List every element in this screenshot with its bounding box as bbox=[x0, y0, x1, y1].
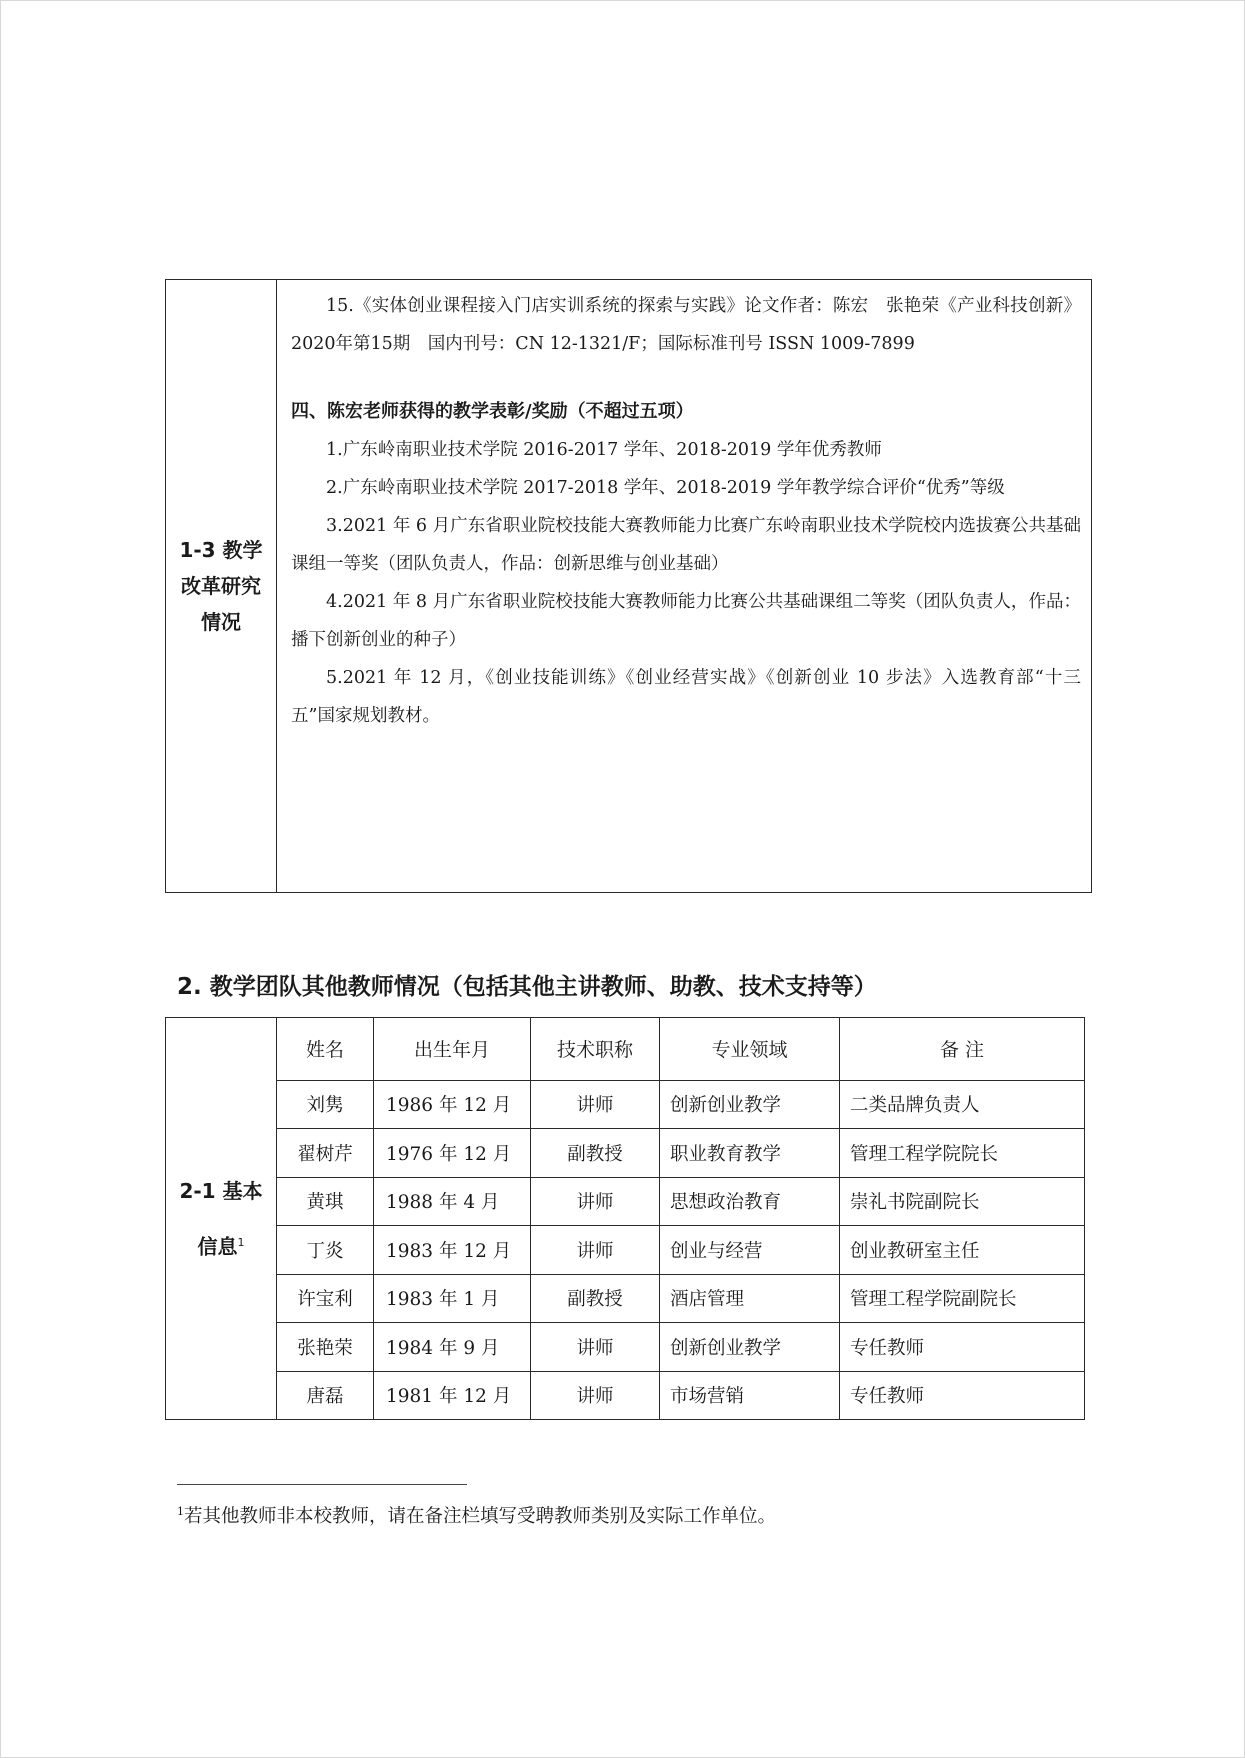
basic-info-label-cell bbox=[166, 1018, 277, 1419]
cell-name: 唐磊 bbox=[277, 1372, 374, 1419]
award-item-4: 4.2021 年 8 月广东省职业院校技能大赛教师能力比赛公共基础课组二等奖（团队负责人，作品：播下创新创业的种子） bbox=[291, 592, 1081, 650]
cell-birth: 1981 年 12 月 bbox=[374, 1372, 531, 1419]
award-item-3: 3.2021 年 6 月广东省职业院校技能大赛教师能力比赛广东岭南职业技术学院校内选拔赛公共基础课组一等奖（团队负责人，作品：创新思维与创业基础） bbox=[291, 516, 1081, 574]
table-header-row bbox=[277, 1018, 1084, 1081]
cell-note: 管理工程学院副院长 bbox=[850, 1289, 1017, 1311]
table-row bbox=[277, 1372, 1084, 1419]
cell-birth: 1988 年 4 月 bbox=[374, 1178, 531, 1225]
cell-field: 酒店管理 bbox=[660, 1275, 840, 1322]
paper-item-15: 15.《实体创业课程接入门店实训系统的探索与实践》论文作者：陈宏 张艳荣《产业科技创新》2020年第15期 国内刊号：CN 12-1321/F；国际标准刊号 ISSN 1009-7899 bbox=[291, 296, 1081, 354]
cell-birth: 1983 年 1 月 bbox=[374, 1275, 531, 1322]
section-2-title: 2. 教学团队其他教师情况（包括其他主讲教师、助教、技术支持等） bbox=[177, 974, 877, 1000]
award-item-1: 1.广东岭南职业技术学院 2016-2017 学年、2018-2019 学年优秀教师 bbox=[326, 440, 882, 460]
cell-note: 创业教研室主任 bbox=[850, 1240, 980, 1262]
basic-info-label bbox=[176, 1165, 266, 1273]
footnote-text: 若其他教师非本校教师，请在备注栏填写受聘教师类别及实际工作单位。 bbox=[184, 1506, 777, 1527]
cell-title: 讲师 bbox=[531, 1372, 660, 1419]
cell-field: 思想政治教育 bbox=[660, 1178, 840, 1225]
cell-title: 副教授 bbox=[531, 1129, 660, 1176]
cell-birth: 1986 年 12 月 bbox=[374, 1081, 531, 1128]
cell-field: 创新创业教学 bbox=[660, 1081, 840, 1128]
teacher-grid bbox=[277, 1018, 1084, 1419]
table-row bbox=[277, 1081, 1084, 1129]
cell-name: 翟树芹 bbox=[277, 1129, 374, 1176]
cell-name: 张艳荣 bbox=[277, 1323, 374, 1370]
header-field: 专业领域 bbox=[660, 1018, 840, 1080]
header-title: 技术职称 bbox=[531, 1018, 660, 1080]
team-info-table bbox=[165, 1017, 1085, 1420]
cell-name: 许宝利 bbox=[277, 1275, 374, 1322]
cell-title: 讲师 bbox=[531, 1323, 660, 1370]
cell-title: 讲师 bbox=[531, 1226, 660, 1273]
cell-title: 讲师 bbox=[531, 1081, 660, 1128]
cell-name: 黄琪 bbox=[277, 1178, 374, 1225]
cell-note: 二类品牌负责人 bbox=[850, 1095, 980, 1117]
cell-title: 讲师 bbox=[531, 1178, 660, 1225]
table-row bbox=[277, 1129, 1084, 1177]
cell-note: 崇礼书院副院长 bbox=[850, 1192, 980, 1214]
table-row bbox=[277, 1226, 1084, 1274]
award-item-5: 5.2021 年 12 月，《创业技能训练》《创业经营实战》《创新创业 10 步法》入选教育部“十三五”国家规划教材。 bbox=[291, 668, 1081, 726]
cell-field: 职业教育教学 bbox=[660, 1129, 840, 1176]
teaching-reform-label-cell bbox=[166, 280, 277, 892]
cell-birth: 1984 年 9 月 bbox=[374, 1323, 531, 1370]
footnote bbox=[177, 1502, 776, 1528]
cell-birth: 1983 年 12 月 bbox=[374, 1226, 531, 1273]
footnote-separator bbox=[177, 1484, 467, 1485]
header-birth: 出生年月 bbox=[374, 1018, 531, 1080]
cell-field: 创业与经营 bbox=[660, 1226, 840, 1273]
basic-info-label-text: 2-1 基本信息 bbox=[179, 1178, 263, 1259]
table-row bbox=[277, 1275, 1084, 1323]
header-name: 姓名 bbox=[277, 1018, 374, 1080]
basic-info-footnote-marker: 1 bbox=[237, 1235, 245, 1249]
cell-title: 副教授 bbox=[531, 1275, 660, 1322]
cell-birth: 1976 年 12 月 bbox=[374, 1129, 531, 1176]
awards-heading: 四、陈宏老师获得的教学表彰/奖励（不超过五项） bbox=[291, 401, 694, 422]
cell-field: 市场营销 bbox=[660, 1372, 840, 1419]
award-item-2: 2.广东岭南职业技术学院 2017-2018 学年、2018-2019 学年教学综合评价“优秀”等级 bbox=[326, 478, 1005, 498]
cell-field: 创新创业教学 bbox=[660, 1323, 840, 1370]
teaching-reform-content bbox=[277, 280, 1091, 892]
header-note: 备 注 bbox=[939, 1039, 985, 1062]
teaching-reform-table bbox=[165, 279, 1092, 893]
teaching-reform-label: 1-3 教学改革研究情况 bbox=[179, 538, 263, 634]
footnote-marker: 1 bbox=[177, 1504, 184, 1518]
cell-name: 刘隽 bbox=[277, 1081, 374, 1128]
cell-name: 丁炎 bbox=[277, 1226, 374, 1273]
table-row bbox=[277, 1178, 1084, 1226]
cell-note: 专任教师 bbox=[850, 1337, 925, 1359]
table-row bbox=[277, 1323, 1084, 1371]
cell-note: 管理工程学院院长 bbox=[850, 1143, 999, 1165]
cell-note: 专任教师 bbox=[850, 1386, 925, 1408]
